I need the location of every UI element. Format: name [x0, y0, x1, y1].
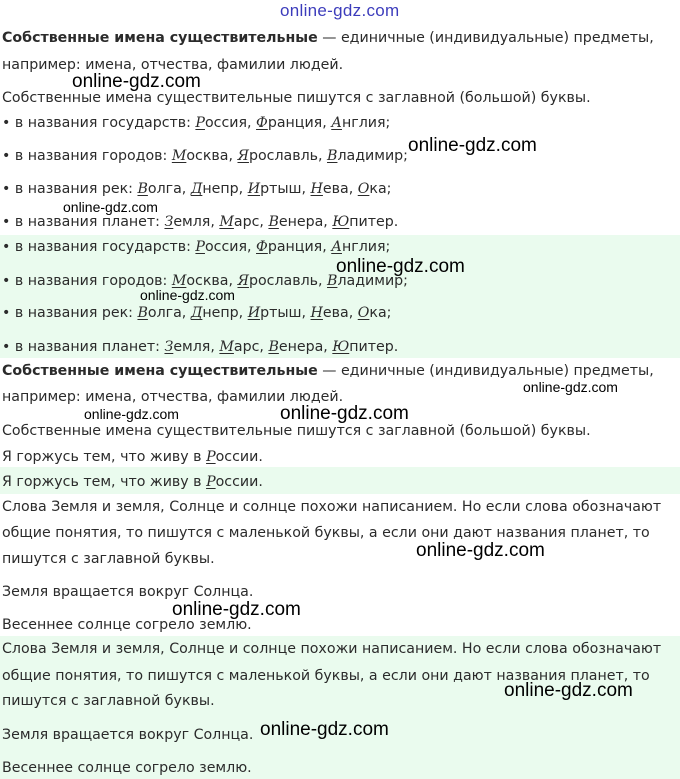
- category-label: • в названия государств:: [2, 115, 196, 131]
- capital-letter: В: [327, 273, 338, 289]
- capital-letter: И: [247, 181, 261, 197]
- para-line-3-repeat: пишутся с заглавной буквы.: [2, 693, 215, 709]
- category-item-answer: [0, 239, 680, 255]
- category-label: • в названия планет:: [2, 214, 165, 230]
- capital-letter: М: [219, 214, 234, 230]
- category-item-original: [0, 115, 680, 131]
- watermark: online-gdz.com: [408, 135, 537, 156]
- category-label: • в названия рек:: [2, 305, 138, 321]
- watermark: online-gdz.com: [63, 199, 158, 215]
- watermark: online-gdz.com: [84, 406, 179, 422]
- word-rest: рославль,: [248, 273, 328, 289]
- example-2-repeat: Весеннее солнце согрело землю.: [2, 760, 252, 776]
- capital-letter: М: [219, 339, 234, 355]
- category-item-answer: [0, 339, 680, 355]
- watermark-top: online-gdz.com: [280, 1, 400, 20]
- term-bold: Собственные имена существительные: [2, 30, 318, 46]
- rule-line: Собственные имена существительные пишутся с заглавной (большой) буквы.: [2, 90, 591, 106]
- capital-letter: Ю: [332, 214, 350, 230]
- word-rest: ева,: [322, 305, 358, 321]
- capital-letter: В: [137, 305, 148, 321]
- para-line-1: Слова Земля и земля, Солнце и солнце похожи написанием. Но если слова обозначают: [2, 499, 662, 515]
- capital-letter: Д: [190, 181, 203, 197]
- word-rest: непр,: [202, 305, 248, 321]
- word-rest: емля,: [173, 339, 220, 355]
- example-1-repeat: Земля вращается вокруг Солнца.: [2, 727, 254, 743]
- capital-letter: В: [327, 148, 338, 164]
- capital-letter: Д: [190, 305, 203, 321]
- capital-letter: Ф: [256, 239, 268, 255]
- example-1: Земля вращается вокруг Солнца.: [2, 584, 254, 600]
- capital-letter: О: [357, 305, 370, 321]
- word-rest: осква,: [186, 148, 238, 164]
- capital-letter: З: [164, 339, 174, 355]
- watermark: online-gdz.com: [280, 403, 409, 424]
- capital-letter: З: [164, 214, 174, 230]
- word-rest: олга,: [147, 181, 191, 197]
- para-line-3: пишутся с заглавной буквы.: [2, 551, 215, 567]
- word-rest: ка;: [369, 305, 392, 321]
- capital-letter: А: [331, 115, 342, 131]
- word-rest: ева,: [322, 181, 358, 197]
- word-rest: олга,: [147, 305, 191, 321]
- word-rest: нглия;: [341, 239, 391, 255]
- watermark: online-gdz.com: [72, 71, 201, 92]
- para-line-2: общие понятия, то пишутся с маленькой буквы, а если они дают названия планет, то: [2, 525, 650, 541]
- word-rest: енера,: [278, 339, 333, 355]
- capital-letter: Ф: [256, 115, 268, 131]
- category-label: • в названия городов:: [2, 273, 172, 289]
- watermark: online-gdz.com: [416, 540, 545, 561]
- capital-letter: М: [171, 148, 187, 164]
- capital-letter: В: [268, 214, 279, 230]
- word-rest: ладимир;: [337, 273, 408, 289]
- para-line-1-repeat: Слова Земля и земля, Солнце и солнце похожи написанием. Но если слова обозначают: [2, 641, 662, 657]
- word-rest: оссия,: [204, 115, 257, 131]
- example-2: Весеннее солнце согрело землю.: [2, 617, 252, 633]
- capital-letter: Ю: [332, 339, 350, 355]
- capital-letter: И: [247, 305, 261, 321]
- capital-letter: Я: [237, 273, 249, 289]
- category-item-answer: [0, 305, 680, 321]
- word-rest: ладимир;: [337, 148, 408, 164]
- definition-line-1-repeat: Собственные имена существительные — единичные (индивидуальные) предметы,: [2, 363, 654, 379]
- capital-letter: Р: [195, 115, 205, 131]
- word-rest: емля,: [173, 214, 220, 230]
- category-label: • в названия планет:: [2, 339, 165, 355]
- capital-letter: Я: [237, 148, 249, 164]
- watermark: online-gdz.com: [336, 256, 465, 277]
- watermark: online-gdz.com: [140, 287, 235, 303]
- category-label: • в названия рек:: [2, 181, 138, 197]
- sentence-original: Я горжусь тем, что живу в России.: [2, 449, 263, 465]
- word-rest: енера,: [278, 214, 333, 230]
- word-rest: ртыш,: [260, 181, 311, 197]
- category-label: • в названия городов:: [2, 148, 172, 164]
- capital-letter: М: [171, 273, 187, 289]
- watermark: online-gdz.com: [260, 719, 389, 740]
- definition-line-2: например: имена, отчества, фамилии людей.: [2, 57, 344, 73]
- word-rest: арс,: [233, 214, 269, 230]
- capital-letter: О: [357, 181, 370, 197]
- capital-letter: А: [331, 239, 342, 255]
- word-rest: ранция,: [267, 115, 332, 131]
- capital-letter: Н: [310, 181, 323, 197]
- word-rest: рославль,: [248, 148, 328, 164]
- capital-letter: Н: [310, 305, 323, 321]
- sentence-answer: Я горжусь тем, что живу в России.: [2, 474, 263, 490]
- category-item-original: [0, 148, 680, 164]
- word-rest: ранция,: [267, 239, 332, 255]
- watermark: online-gdz.com: [504, 680, 633, 701]
- word-rest: арс,: [233, 339, 269, 355]
- watermark: online-gdz.com: [523, 379, 618, 395]
- watermark: online-gdz.com: [172, 599, 301, 620]
- category-label: • в названия государств:: [2, 239, 196, 255]
- word-rest: оссия,: [204, 239, 257, 255]
- word-rest: питер.: [349, 339, 399, 355]
- word-rest: осква,: [186, 273, 238, 289]
- capital-letter: Р: [195, 239, 205, 255]
- para-line-2-repeat: общие понятия, то пишутся с маленькой буквы, а если они дают названия планет, то: [2, 668, 650, 684]
- category-item-original: [0, 181, 680, 197]
- word-rest: нглия;: [341, 115, 391, 131]
- word-rest: питер.: [349, 214, 399, 230]
- definition-line-2-repeat: например: имена, отчества, фамилии людей.: [2, 389, 344, 405]
- capital-letter: В: [137, 181, 148, 197]
- word-rest: ртыш,: [260, 305, 311, 321]
- category-item-original: [0, 214, 680, 230]
- definition-line-1: Собственные имена существительные — единичные (индивидуальные) предметы,: [2, 30, 654, 46]
- word-rest: ка;: [369, 181, 392, 197]
- capital-letter: В: [268, 339, 279, 355]
- rule-line-repeat: Собственные имена существительные пишутся с заглавной (большой) буквы.: [2, 423, 591, 439]
- word-rest: непр,: [202, 181, 248, 197]
